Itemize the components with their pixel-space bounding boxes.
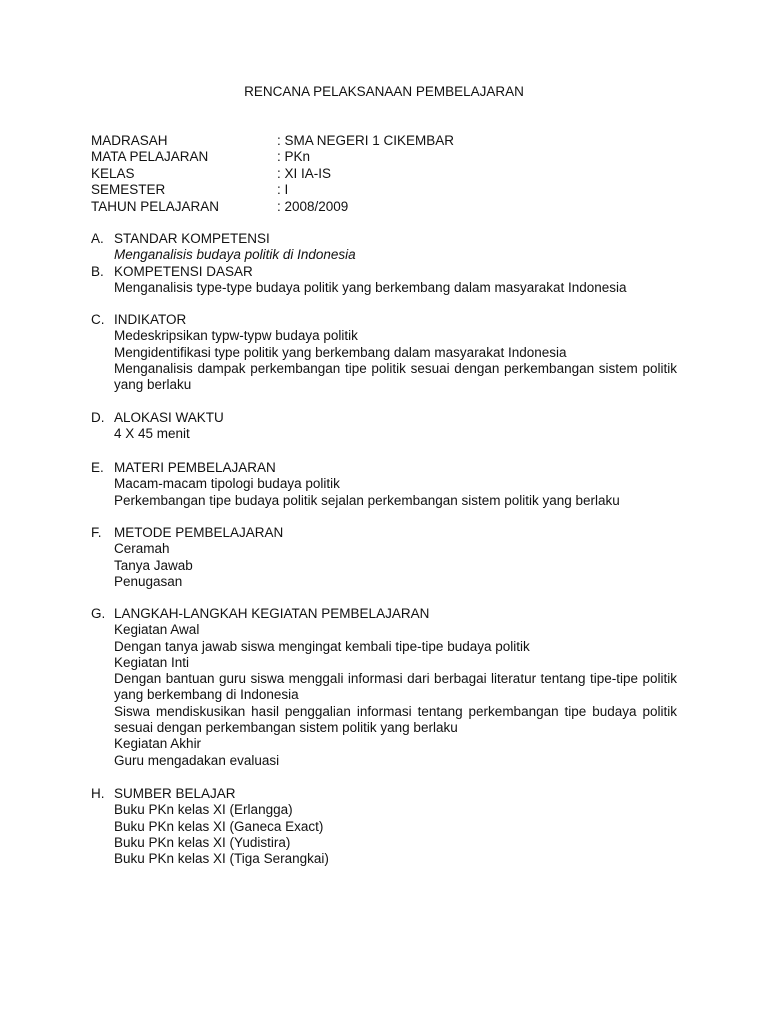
- section-line: Dengan tanya jawab siswa mengingat kembali tipe-tipe budaya politik: [114, 638, 530, 654]
- info-label: MATA PELAJARAN: [91, 149, 209, 165]
- section-line: Perkembangan tipe budaya politik sejalan perkembangan sistem politik yang berlaku: [114, 492, 620, 508]
- info-value: : XI IA-IS: [277, 165, 332, 181]
- section-heading: [91, 312, 677, 328]
- section-langkah-kegiatan: [91, 606, 677, 769]
- section-heading: [91, 786, 677, 802]
- section-heading: [91, 525, 677, 541]
- info-block: [91, 133, 454, 215]
- section-letter: C.: [91, 312, 105, 327]
- section-heading-text: ALOKASI WAKTU: [114, 410, 224, 425]
- section-line: Kegiatan Awal: [114, 622, 200, 638]
- info-row-tahun-pelajaran: [91, 199, 454, 215]
- section-metode-pembelajaran: [91, 525, 677, 590]
- info-row-kelas: [91, 166, 454, 182]
- section-sumber-belajar: [91, 786, 677, 867]
- section-line: Macam-macam tipologi budaya politik: [114, 476, 340, 492]
- info-label: SEMESTER: [91, 182, 166, 198]
- info-row-madrasah: [91, 133, 454, 149]
- section-line: Siswa mendiskusikan hasil penggalian informasi tentang perkembangan tipe budaya politik sesuai dengan perkembangan sistem politik yang berlaku: [114, 703, 677, 736]
- section-line: Buku PKn kelas XI (Ganeca Exact): [114, 818, 324, 834]
- section-line: Buku PKn kelas XI (Yudistira): [114, 834, 291, 850]
- section-line: Kegiatan Akhir: [114, 736, 202, 752]
- section-heading: [91, 264, 677, 280]
- info-value: : SMA NEGERI 1 CIKEMBAR: [277, 133, 455, 148]
- info-row-mata-pelajaran: [91, 149, 454, 165]
- section-heading-text: MATERI PEMBELAJARAN: [114, 460, 276, 475]
- section-line: 4 X 45 menit: [114, 426, 190, 442]
- section-line: Menganalisis dampak perkembangan tipe politik sesuai dengan perkembangan sistem politik yang berlaku: [114, 360, 677, 393]
- section-letter: H.: [91, 786, 105, 801]
- section-letter: F.: [91, 525, 102, 540]
- info-label: TAHUN PELAJARAN: [91, 198, 220, 214]
- section-heading: [91, 606, 677, 622]
- section-letter: G.: [91, 606, 106, 621]
- section-line: Ceramah: [114, 541, 170, 557]
- section-line: Menganalisis budaya politik di Indonesia: [114, 247, 356, 263]
- info-value: : 2008/2009: [277, 198, 349, 214]
- section-letter: A.: [91, 231, 104, 246]
- section-indikator: [91, 312, 677, 393]
- section-standar-kompetensi: [91, 231, 677, 264]
- info-label: KELAS: [91, 165, 135, 181]
- section-line: Dengan bantuan guru siswa menggali informasi dari berbagai literatur tentang tipe-tipe politik yang berkembang di Indonesia: [114, 671, 677, 703]
- section-heading-text: KOMPETENSI DASAR: [114, 264, 253, 279]
- section-line: Menganalisis type-type budaya politik yang berkembang dalam masyarakat Indonesia: [114, 280, 627, 296]
- section-heading-text: SUMBER BELAJAR: [114, 786, 236, 801]
- section-line: Buku PKn kelas XI (Tiga Serangkai): [114, 851, 329, 867]
- section-heading: [91, 460, 677, 476]
- section-heading-text: METODE PEMBELAJARAN: [114, 525, 284, 540]
- section-line: Tanya Jawab: [114, 557, 193, 573]
- section-alokasi-waktu: [91, 410, 677, 443]
- section-heading-text: INDIKATOR: [114, 312, 187, 327]
- section-line: Mengidentifikasi type politik yang berkembang dalam masyarakat Indonesia: [114, 344, 567, 360]
- info-row-semester: [91, 182, 454, 198]
- section-heading: [91, 231, 677, 247]
- section-letter: E.: [91, 460, 104, 475]
- info-value: : I: [277, 182, 289, 198]
- section-materi-pembelajaran: [91, 460, 677, 509]
- section-line: Medeskripsikan typw-typw budaya politik: [114, 328, 358, 344]
- section-heading: [91, 410, 677, 426]
- section-heading-text: LANGKAH-LANGKAH KEGIATAN PEMBELAJARAN: [114, 606, 430, 621]
- section-line: Penugasan: [114, 573, 183, 589]
- section-letter: D.: [91, 410, 105, 425]
- info-label: MADRASAH: [91, 133, 168, 148]
- info-value: : PKn: [277, 149, 311, 165]
- document-title: RENCANA PELAKSANAAN PEMBELAJARAN: [244, 84, 524, 99]
- section-kompetensi-dasar: [91, 264, 677, 297]
- section-heading-text: STANDAR KOMPETENSI: [114, 231, 270, 246]
- section-line: Buku PKn kelas XI (Erlangga): [114, 802, 293, 818]
- section-line: Kegiatan Inti: [114, 654, 190, 670]
- section-line: Guru mengadakan evaluasi: [114, 752, 280, 768]
- section-letter: B.: [91, 264, 104, 279]
